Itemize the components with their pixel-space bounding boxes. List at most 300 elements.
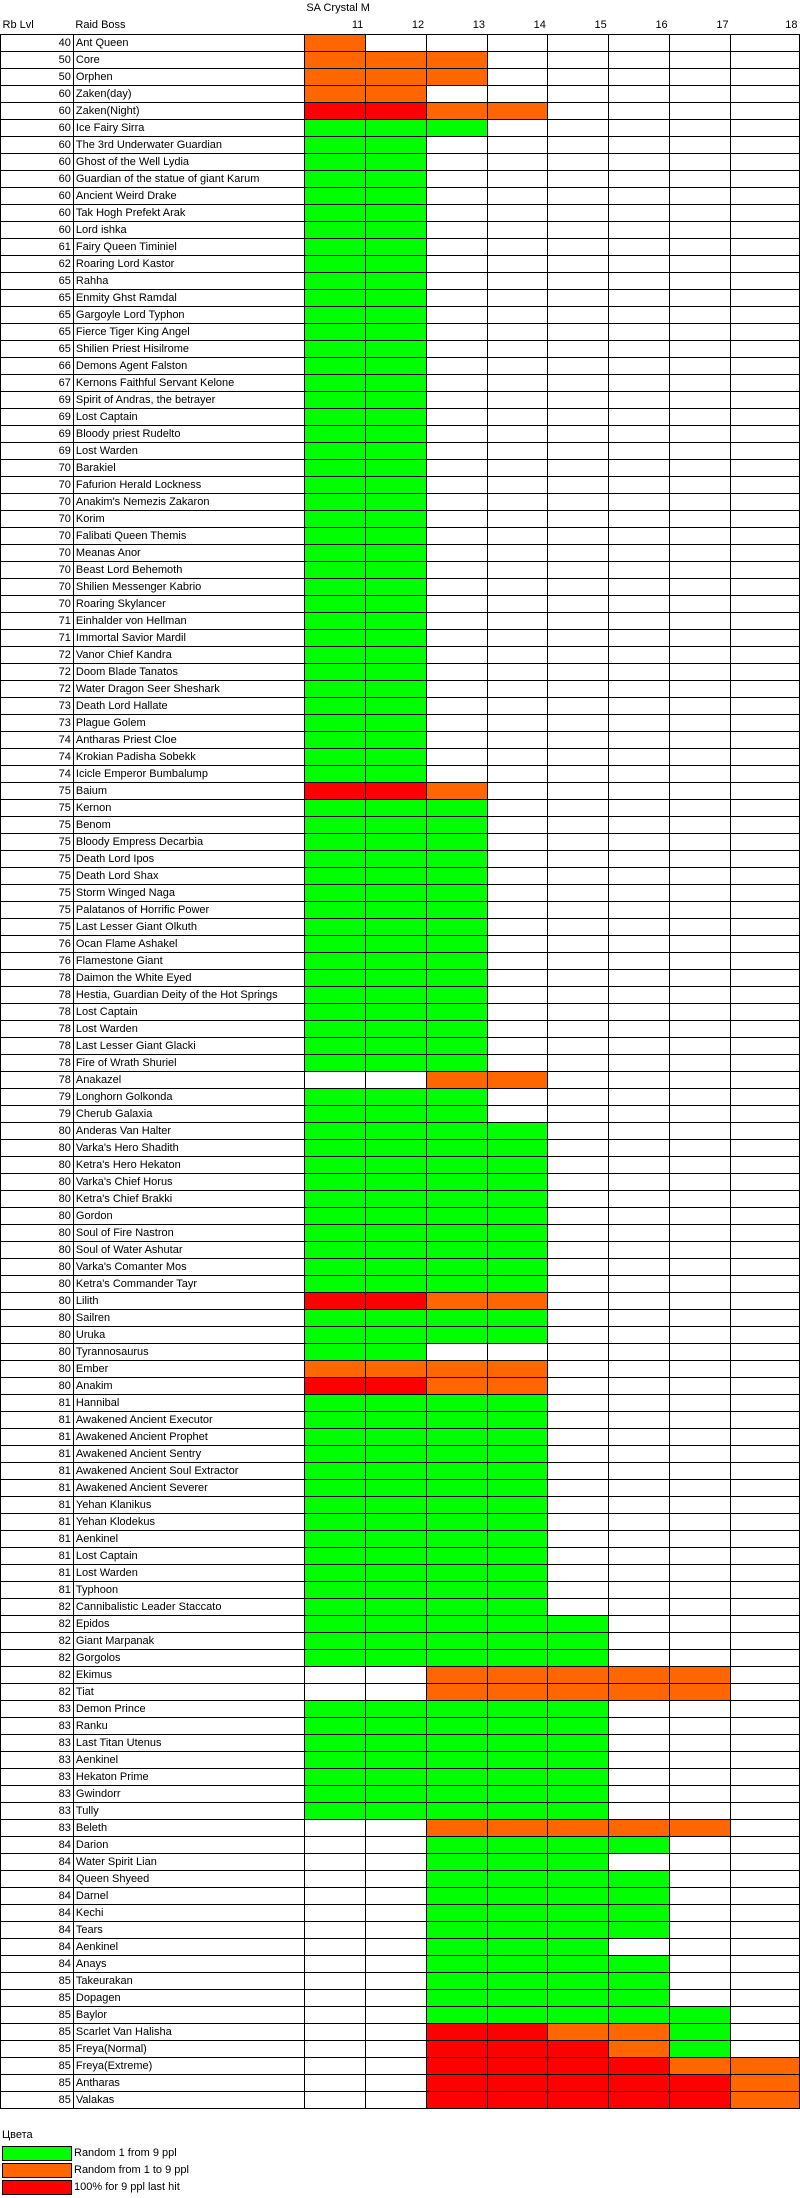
drop-chance-cell	[670, 341, 731, 358]
drop-chance-cell	[487, 579, 548, 596]
table-row	[1, 1225, 800, 1242]
drop-chance-cell	[548, 647, 609, 664]
drop-chance-cell	[548, 2024, 609, 2041]
drop-chance-cell	[426, 1208, 487, 1225]
drop-chance-cell	[609, 868, 670, 885]
drop-chance-cell	[487, 443, 548, 460]
drop-chance-cell	[304, 630, 365, 647]
drop-chance-cell	[426, 1650, 487, 1667]
drop-chance-cell	[731, 1803, 800, 1820]
boss-level-cell: 81	[1, 1497, 74, 1514]
drop-chance-cell	[548, 1208, 609, 1225]
drop-chance-cell	[670, 953, 731, 970]
drop-chance-cell	[365, 902, 426, 919]
boss-name-cell: Guardian of the statue of giant Karum	[73, 171, 304, 188]
drop-chance-cell	[487, 1208, 548, 1225]
drop-chance-cell	[426, 1514, 487, 1531]
drop-chance-cell	[609, 783, 670, 800]
table-row	[1, 1735, 800, 1752]
boss-name-cell: Baylor	[73, 2007, 304, 2024]
drop-chance-cell	[304, 902, 365, 919]
drop-chance-cell	[365, 528, 426, 545]
drop-chance-cell	[304, 851, 365, 868]
drop-chance-cell	[304, 579, 365, 596]
table-row	[1, 1837, 800, 1854]
drop-chance-cell	[670, 613, 731, 630]
boss-name-cell: Awakened Ancient Sentry	[73, 1446, 304, 1463]
drop-chance-cell	[670, 1055, 731, 1072]
drop-chance-cell	[487, 970, 548, 987]
drop-chance-cell	[426, 664, 487, 681]
table-row	[1, 545, 800, 562]
drop-chance-cell	[304, 171, 365, 188]
table-row	[1, 103, 800, 120]
drop-chance-cell	[731, 987, 800, 1004]
boss-name-cell: Hekaton Prime	[73, 1769, 304, 1786]
drop-chance-cell	[548, 1973, 609, 1990]
drop-chance-cell	[365, 2007, 426, 2024]
boss-name-cell: Aenkinel	[73, 1752, 304, 1769]
column-header-level-18: 18	[785, 19, 798, 31]
drop-chance-cell	[365, 1939, 426, 1956]
drop-chance-cell	[304, 1718, 365, 1735]
drop-chance-cell	[548, 1871, 609, 1888]
drop-chance-cell	[365, 392, 426, 409]
drop-chance-cell	[548, 1327, 609, 1344]
drop-chance-cell	[609, 1429, 670, 1446]
drop-chance-cell	[365, 1089, 426, 1106]
drop-chance-cell	[487, 1701, 548, 1718]
drop-chance-cell	[365, 1616, 426, 1633]
drop-chance-cell	[426, 613, 487, 630]
drop-chance-cell	[426, 1752, 487, 1769]
drop-chance-cell	[365, 1480, 426, 1497]
drop-chance-cell	[365, 1565, 426, 1582]
drop-chance-cell	[426, 1633, 487, 1650]
drop-chance-cell	[609, 834, 670, 851]
table-row	[1, 528, 800, 545]
drop-chance-cell	[609, 613, 670, 630]
drop-chance-cell	[609, 477, 670, 494]
drop-chance-cell	[731, 1463, 800, 1480]
drop-chance-cell	[426, 579, 487, 596]
drop-chance-cell	[670, 1412, 731, 1429]
drop-chance-cell	[487, 1123, 548, 1140]
drop-chance-cell	[609, 681, 670, 698]
boss-name-cell: Beast Lord Behemoth	[73, 562, 304, 579]
drop-chance-cell	[304, 1973, 365, 1990]
drop-chance-cell	[670, 1633, 731, 1650]
drop-chance-cell	[609, 1973, 670, 1990]
drop-chance-cell	[609, 1361, 670, 1378]
table-row	[1, 1667, 800, 1684]
boss-name-cell: Lost Captain	[73, 409, 304, 426]
drop-chance-cell	[304, 766, 365, 783]
drop-chance-cell	[365, 834, 426, 851]
drop-chance-cell	[426, 2075, 487, 2092]
boss-level-cell: 85	[1, 2092, 74, 2109]
boss-level-cell: 71	[1, 613, 74, 630]
drop-chance-cell	[304, 1259, 365, 1276]
drop-chance-cell	[304, 1922, 365, 1939]
drop-chance-cell	[609, 664, 670, 681]
boss-level-cell: 69	[1, 426, 74, 443]
drop-chance-cell	[731, 1157, 800, 1174]
column-header-level-16: 16	[655, 19, 668, 31]
drop-chance-cell	[548, 1803, 609, 1820]
drop-chance-cell	[731, 1582, 800, 1599]
table-row	[1, 1378, 800, 1395]
boss-name-cell: Benom	[73, 817, 304, 834]
drop-chance-cell	[426, 766, 487, 783]
drop-chance-cell	[365, 1412, 426, 1429]
drop-chance-cell	[365, 868, 426, 885]
drop-chance-cell	[670, 2007, 731, 2024]
table-row	[1, 562, 800, 579]
table-row	[1, 1174, 800, 1191]
drop-chance-cell	[548, 1837, 609, 1854]
drop-chance-cell	[670, 732, 731, 749]
drop-chance-cell	[548, 2007, 609, 2024]
drop-chance-cell	[670, 1769, 731, 1786]
drop-chance-cell	[487, 1242, 548, 1259]
table-row	[1, 1208, 800, 1225]
drop-chance-cell	[304, 1327, 365, 1344]
boss-level-cell: 82	[1, 1684, 74, 1701]
drop-chance-cell	[731, 1089, 800, 1106]
drop-chance-cell	[487, 1174, 548, 1191]
boss-level-cell: 81	[1, 1582, 74, 1599]
boss-level-cell: 66	[1, 358, 74, 375]
drop-chance-cell	[670, 1497, 731, 1514]
drop-chance-cell	[426, 851, 487, 868]
drop-chance-cell	[731, 528, 800, 545]
boss-level-cell: 75	[1, 868, 74, 885]
drop-chance-cell	[670, 188, 731, 205]
boss-level-cell: 75	[1, 783, 74, 800]
drop-chance-cell	[487, 1837, 548, 1854]
drop-chance-cell	[487, 1446, 548, 1463]
drop-chance-cell	[487, 2041, 548, 2058]
boss-name-cell: Korim	[73, 511, 304, 528]
drop-chance-cell	[304, 885, 365, 902]
drop-chance-cell	[426, 2007, 487, 2024]
drop-chance-cell	[304, 2075, 365, 2092]
legend-label-red: 100% for 9 ppl last hit	[74, 2181, 180, 2193]
drop-chance-cell	[548, 1140, 609, 1157]
drop-chance-cell	[487, 1531, 548, 1548]
drop-chance-cell	[304, 2024, 365, 2041]
table-row	[1, 341, 800, 358]
table-row	[1, 834, 800, 851]
drop-chance-cell	[731, 562, 800, 579]
drop-chance-cell	[487, 1854, 548, 1871]
drop-chance-cell	[365, 715, 426, 732]
boss-name-cell: Fafurion Herald Lockness	[73, 477, 304, 494]
drop-chance-cell	[548, 596, 609, 613]
boss-level-cell: 70	[1, 562, 74, 579]
drop-chance-cell	[426, 953, 487, 970]
drop-chance-cell	[304, 1089, 365, 1106]
boss-level-cell: 81	[1, 1514, 74, 1531]
drop-chance-cell	[731, 1752, 800, 1769]
drop-chance-cell	[609, 732, 670, 749]
drop-chance-cell	[548, 120, 609, 137]
boss-name-cell: Lost Warden	[73, 443, 304, 460]
boss-level-cell: 78	[1, 1004, 74, 1021]
boss-level-cell: 84	[1, 1871, 74, 1888]
drop-chance-cell	[304, 868, 365, 885]
drop-chance-cell	[731, 1038, 800, 1055]
drop-chance-cell	[365, 1701, 426, 1718]
drop-chance-cell	[304, 1463, 365, 1480]
drop-chance-cell	[365, 1990, 426, 2007]
drop-chance-cell	[426, 1276, 487, 1293]
drop-chance-cell	[365, 1718, 426, 1735]
drop-chance-cell	[670, 1072, 731, 1089]
boss-level-cell: 75	[1, 834, 74, 851]
drop-chance-cell	[670, 1446, 731, 1463]
boss-name-cell: Valakas	[73, 2092, 304, 2109]
drop-chance-cell	[731, 647, 800, 664]
drop-chance-cell	[365, 1123, 426, 1140]
drop-chance-cell	[548, 1650, 609, 1667]
boss-name-cell: Varka's Chief Horus	[73, 1174, 304, 1191]
drop-chance-cell	[487, 1276, 548, 1293]
drop-chance-cell	[670, 273, 731, 290]
drop-chance-cell	[304, 1905, 365, 1922]
drop-chance-cell	[609, 324, 670, 341]
boss-name-cell: Ocan Flame Ashakel	[73, 936, 304, 953]
drop-chance-cell	[426, 749, 487, 766]
table-row	[1, 1021, 800, 1038]
table-row	[1, 1956, 800, 1973]
drop-chance-cell	[426, 1463, 487, 1480]
drop-chance-cell	[365, 698, 426, 715]
drop-chance-cell	[670, 545, 731, 562]
drop-chance-cell	[670, 1293, 731, 1310]
header-row-columns	[1, 17, 800, 35]
table-row	[1, 1191, 800, 1208]
boss-level-cell: 78	[1, 987, 74, 1004]
table-row	[1, 409, 800, 426]
boss-name-cell: Yehan Klodekus	[73, 1514, 304, 1531]
table-row	[1, 1582, 800, 1599]
drop-chance-cell	[670, 307, 731, 324]
drop-chance-cell	[487, 1871, 548, 1888]
boss-level-cell: 65	[1, 307, 74, 324]
drop-chance-cell	[670, 1752, 731, 1769]
drop-chance-cell	[304, 86, 365, 103]
drop-chance-cell	[609, 1344, 670, 1361]
drop-chance-cell	[609, 1106, 670, 1123]
table-row	[1, 2058, 800, 2075]
drop-chance-cell	[426, 698, 487, 715]
drop-chance-cell	[609, 1276, 670, 1293]
drop-chance-cell	[670, 409, 731, 426]
drop-chance-cell	[670, 1038, 731, 1055]
column-header-level-11: 11	[351, 19, 364, 31]
drop-chance-cell	[365, 562, 426, 579]
drop-chance-cell	[365, 1837, 426, 1854]
boss-name-cell: Baium	[73, 783, 304, 800]
drop-chance-cell	[365, 137, 426, 154]
table-row	[1, 1038, 800, 1055]
drop-chance-cell	[426, 1038, 487, 1055]
drop-chance-cell	[670, 698, 731, 715]
drop-chance-cell	[365, 1633, 426, 1650]
drop-chance-cell	[487, 715, 548, 732]
drop-chance-cell	[548, 477, 609, 494]
drop-chance-cell	[609, 1310, 670, 1327]
drop-chance-cell	[731, 1820, 800, 1837]
drop-chance-cell	[487, 1344, 548, 1361]
drop-chance-cell	[487, 69, 548, 86]
drop-chance-cell	[487, 562, 548, 579]
drop-chance-cell	[426, 545, 487, 562]
boss-name-cell: The 3rd Underwater Guardian	[73, 137, 304, 154]
boss-name-cell: Bloody Empress Decarbia	[73, 834, 304, 851]
drop-chance-cell	[670, 52, 731, 69]
header-row-group	[1, 0, 800, 17]
drop-chance-cell	[426, 69, 487, 86]
table-row	[1, 1888, 800, 1905]
drop-chance-cell	[731, 392, 800, 409]
drop-chance-cell	[304, 1548, 365, 1565]
boss-level-cell: 74	[1, 749, 74, 766]
table-row	[1, 1599, 800, 1616]
drop-chance-cell	[609, 1701, 670, 1718]
drop-chance-cell	[670, 681, 731, 698]
drop-chance-cell	[487, 868, 548, 885]
drop-chance-cell	[365, 596, 426, 613]
drop-chance-cell	[670, 1004, 731, 1021]
drop-chance-cell	[731, 2075, 800, 2092]
drop-chance-cell	[548, 511, 609, 528]
drop-chance-cell	[609, 1395, 670, 1412]
drop-chance-cell	[670, 1820, 731, 1837]
drop-chance-cell	[731, 936, 800, 953]
drop-chance-cell	[487, 885, 548, 902]
boss-level-cell: 85	[1, 2007, 74, 2024]
drop-chance-cell	[304, 1412, 365, 1429]
boss-level-cell: 84	[1, 1905, 74, 1922]
boss-name-cell: Anakim	[73, 1378, 304, 1395]
boss-name-cell: Zaken(day)	[73, 86, 304, 103]
drop-chance-cell	[548, 970, 609, 987]
drop-chance-cell	[426, 1786, 487, 1803]
boss-name-cell: Spirit of Andras, the betrayer	[73, 392, 304, 409]
drop-chance-cell	[731, 970, 800, 987]
table-row	[1, 1684, 800, 1701]
drop-chance-cell	[670, 69, 731, 86]
drop-chance-cell	[304, 562, 365, 579]
drop-chance-cell	[548, 664, 609, 681]
boss-name-cell: Falibati Queen Themis	[73, 528, 304, 545]
drop-chance-cell	[609, 1582, 670, 1599]
drop-chance-cell	[426, 1055, 487, 1072]
boss-name-cell: Ice Fairy Sirra	[73, 120, 304, 137]
drop-chance-cell	[487, 2092, 548, 2109]
drop-chance-cell	[609, 1854, 670, 1871]
drop-chance-cell	[304, 137, 365, 154]
drop-chance-cell	[548, 953, 609, 970]
drop-chance-cell	[731, 868, 800, 885]
drop-chance-cell	[548, 1395, 609, 1412]
boss-level-cell: 84	[1, 1956, 74, 1973]
boss-level-cell: 78	[1, 1021, 74, 1038]
drop-chance-cell	[487, 1038, 548, 1055]
drop-chance-cell	[731, 103, 800, 120]
drop-chance-cell	[548, 188, 609, 205]
drop-chance-cell	[487, 1480, 548, 1497]
table-row	[1, 154, 800, 171]
boss-name-cell: Vanor Chief Kandra	[73, 647, 304, 664]
boss-level-cell: 50	[1, 69, 74, 86]
boss-name-cell: Last Titan Utenus	[73, 1735, 304, 1752]
boss-level-cell: 80	[1, 1242, 74, 1259]
boss-name-cell: Roaring Skylancer	[73, 596, 304, 613]
drop-chance-cell	[304, 732, 365, 749]
drop-chance-cell	[487, 1956, 548, 1973]
drop-chance-cell	[609, 1599, 670, 1616]
drop-chance-cell	[365, 205, 426, 222]
table-row	[1, 1854, 800, 1871]
drop-chance-cell	[426, 1735, 487, 1752]
drop-chance-cell	[487, 1582, 548, 1599]
drop-chance-cell	[304, 1650, 365, 1667]
drop-chance-cell	[426, 1293, 487, 1310]
table-row	[1, 290, 800, 307]
drop-chance-cell	[731, 494, 800, 511]
boss-level-cell: 74	[1, 732, 74, 749]
drop-chance-cell	[304, 1174, 365, 1191]
drop-chance-cell	[487, 1157, 548, 1174]
drop-chance-cell	[670, 392, 731, 409]
drop-chance-cell	[548, 1735, 609, 1752]
drop-chance-cell	[548, 902, 609, 919]
drop-chance-cell	[365, 1242, 426, 1259]
drop-chance-cell	[548, 1021, 609, 1038]
drop-chance-cell	[487, 1293, 548, 1310]
drop-chance-cell	[304, 1956, 365, 1973]
drop-chance-cell	[548, 1990, 609, 2007]
drop-chance-cell	[487, 596, 548, 613]
drop-chance-cell	[426, 1140, 487, 1157]
drop-chance-cell	[304, 1888, 365, 1905]
drop-chance-cell	[548, 86, 609, 103]
drop-chance-cell	[304, 1701, 365, 1718]
drop-chance-cell	[609, 902, 670, 919]
drop-chance-cell	[487, 2075, 548, 2092]
drop-chance-cell	[487, 800, 548, 817]
drop-chance-cell	[487, 1395, 548, 1412]
drop-chance-cell	[548, 936, 609, 953]
drop-chance-cell	[609, 52, 670, 69]
drop-chance-cell	[731, 1446, 800, 1463]
table-row	[1, 953, 800, 970]
drop-chance-cell	[548, 1939, 609, 1956]
drop-chance-cell	[670, 664, 731, 681]
drop-chance-cell	[487, 1021, 548, 1038]
boss-level-cell: 78	[1, 1072, 74, 1089]
drop-chance-cell	[487, 358, 548, 375]
drop-chance-cell	[426, 171, 487, 188]
drop-chance-cell	[609, 851, 670, 868]
drop-chance-cell	[609, 426, 670, 443]
boss-name-cell: Uruka	[73, 1327, 304, 1344]
boss-level-cell: 50	[1, 52, 74, 69]
